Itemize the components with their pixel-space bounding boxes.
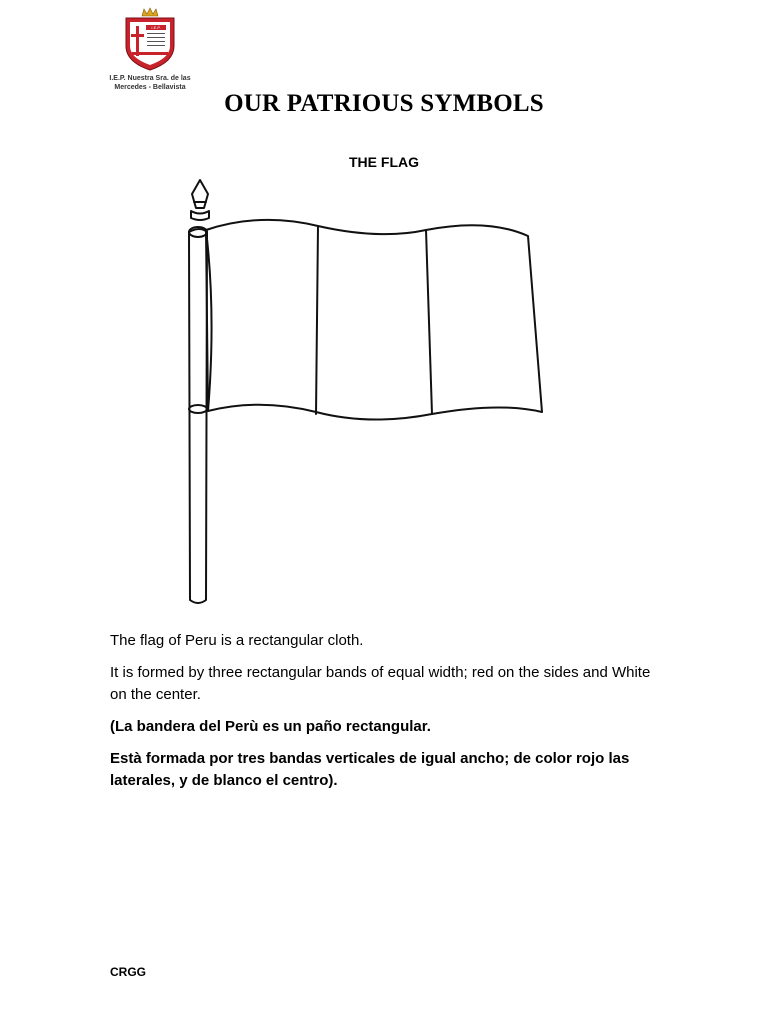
logo-caption: I.E.P. Nuestra Sra. de las Mercedes - Bellavista (109, 75, 191, 91)
paragraph-english-1: The flag of Peru is a rectangular cloth. (110, 632, 364, 649)
pole-finial (192, 180, 208, 208)
section-title: THE FLAG (349, 154, 419, 170)
flag-pole (189, 229, 207, 603)
crest-text: I.E.P. (151, 25, 161, 31)
school-logo (104, 6, 196, 90)
flag-illustration (170, 174, 560, 610)
paragraph-english-2: It is formed by three rectangular bands of equal width; red on the sides and White on the center. (110, 664, 651, 703)
crest-icon (120, 6, 180, 72)
flag-cloth (206, 220, 542, 420)
paragraph-spanish-1: (La bandera del Perù es un paño rectangular. (110, 718, 431, 735)
paragraph-spanish-2: Està formada por tres bandas verticales de igual ancho; de color rojo las laterales, y de blanco el centro). (110, 750, 630, 789)
author-initials: CRGG (110, 965, 146, 979)
band-divider-right (426, 230, 432, 414)
page-title: OUR PATRIOUS SYMBOLS (224, 90, 544, 117)
band-divider-left (316, 226, 318, 414)
